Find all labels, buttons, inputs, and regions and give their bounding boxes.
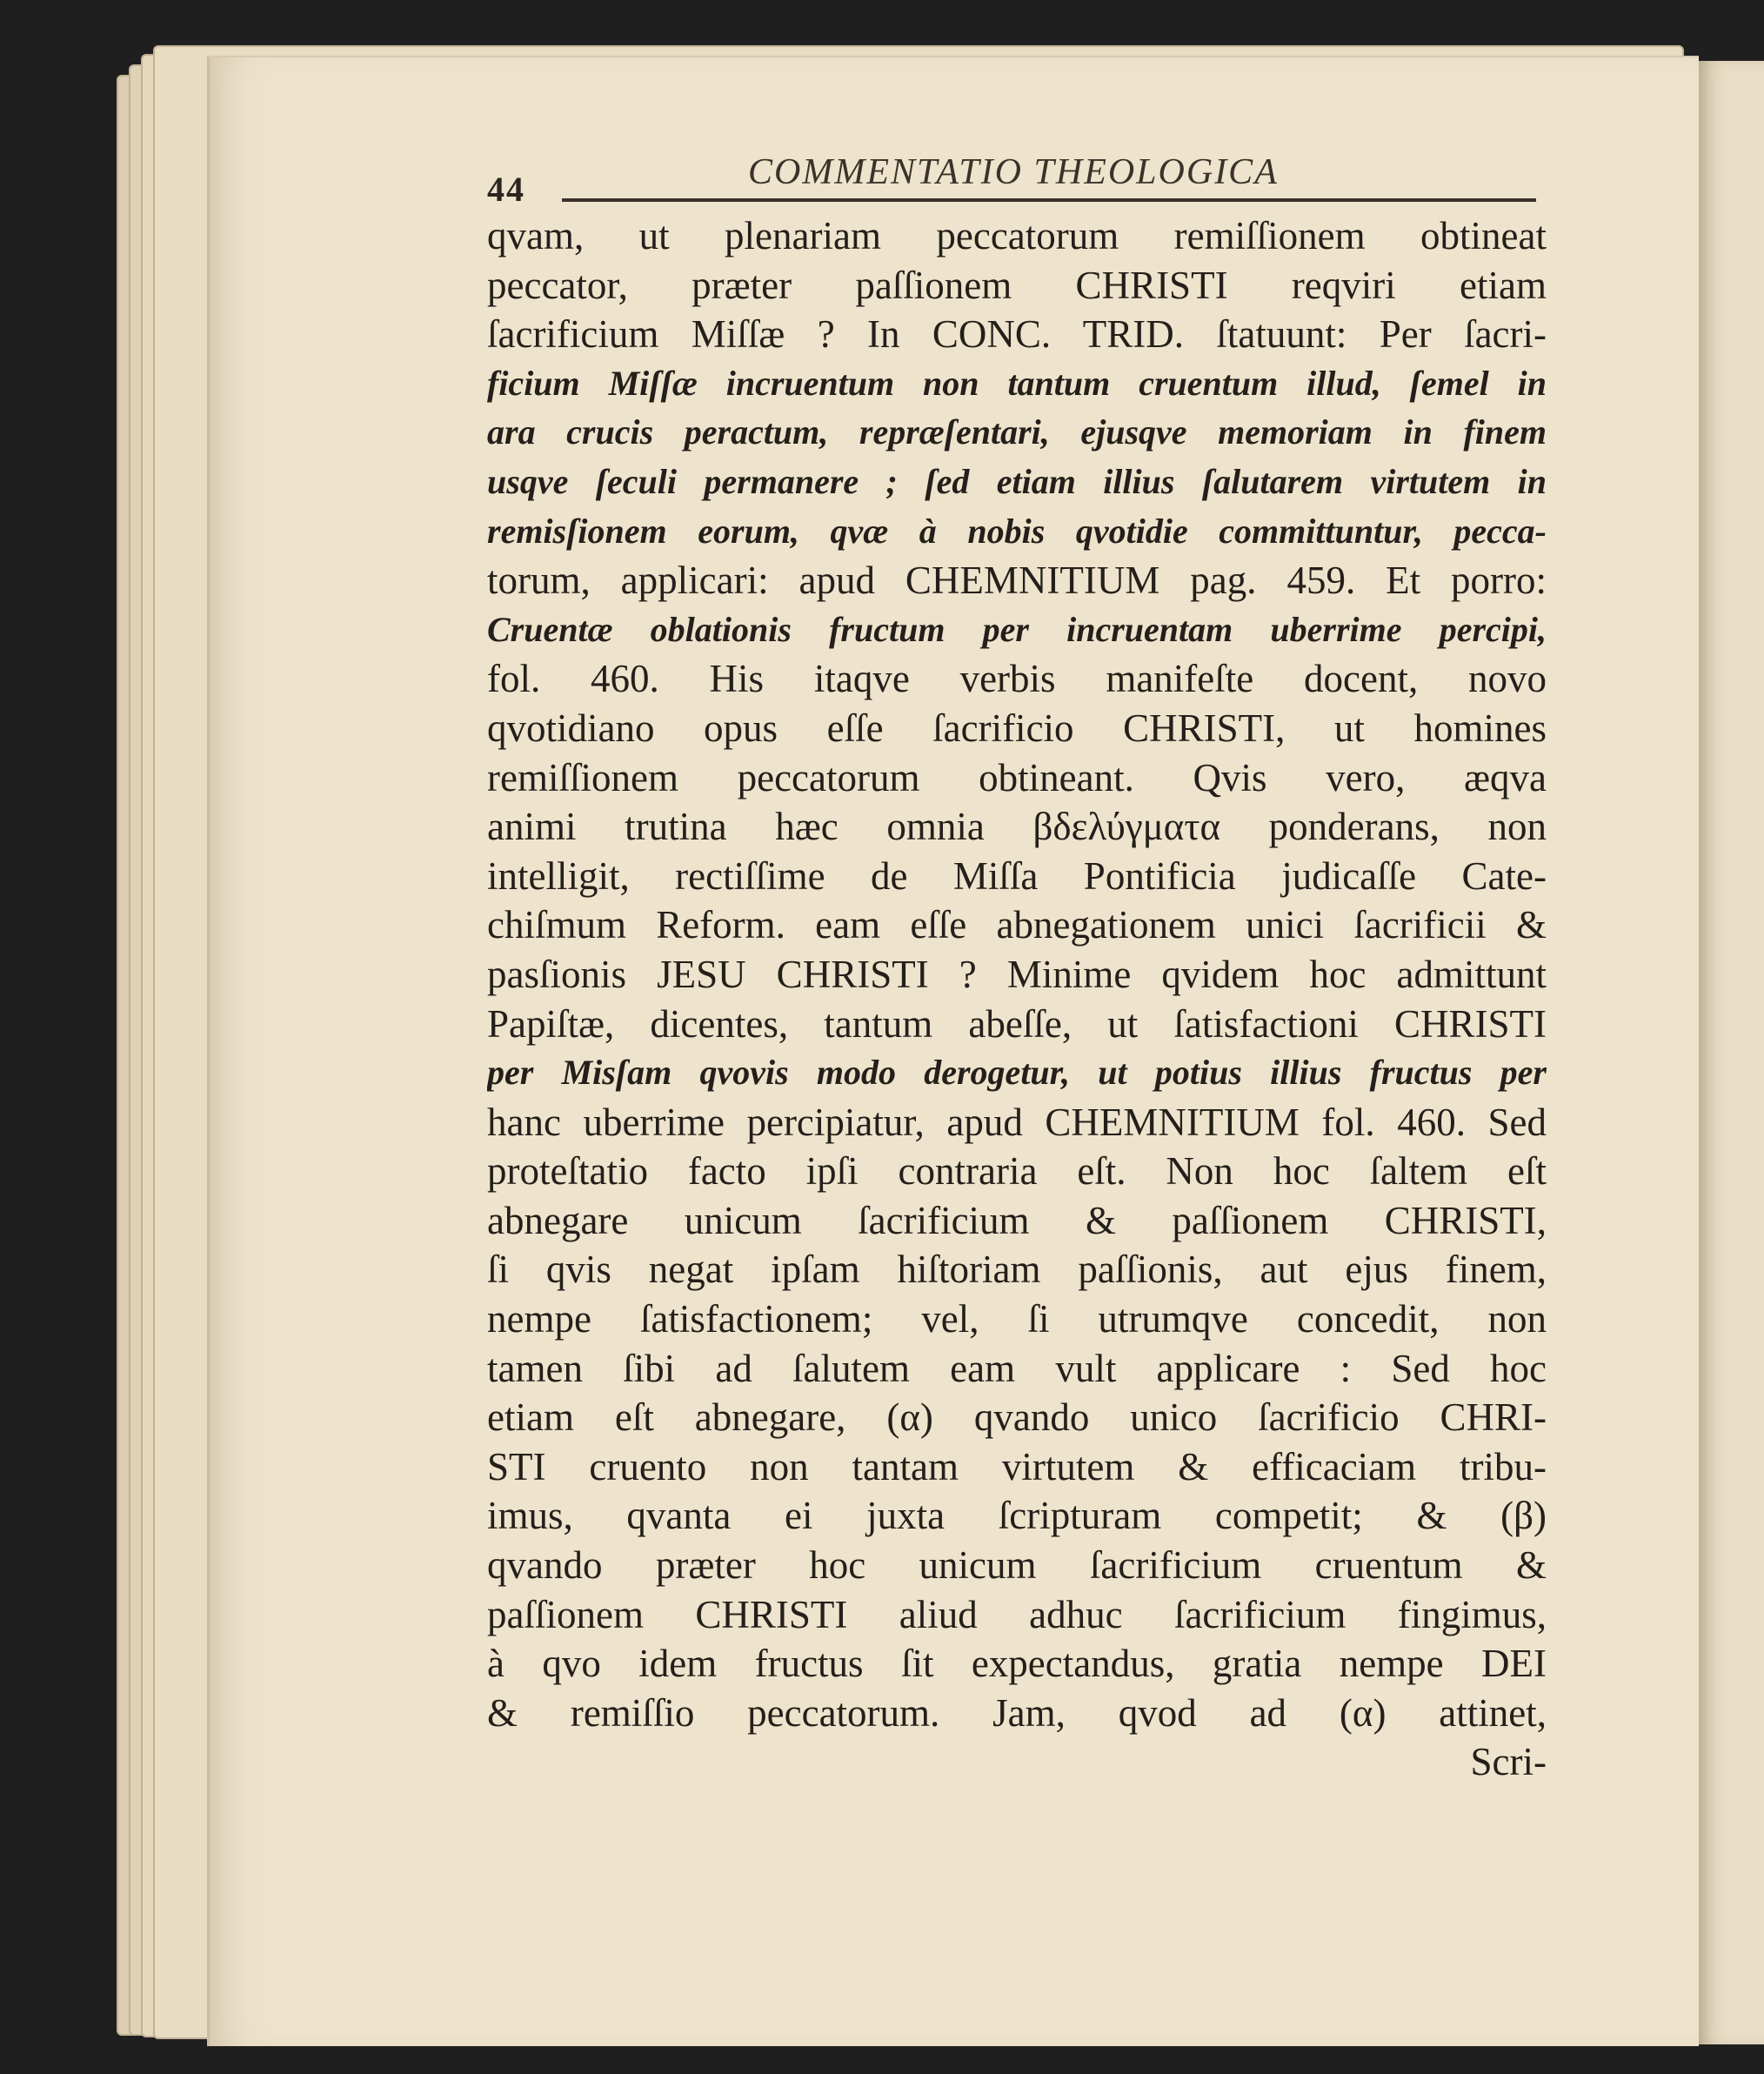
facing-page-edge [1694,61,1764,2044]
text-line: pasſionis JESU CHRISTI ? Minime qvidem hoc admittunt [487,952,1547,996]
text-line: peccator, præter paſſionem CHRISTI reqviri etiam [487,263,1547,307]
text-line: qvam, ut plenariam peccatorum remiſſionem obtineat [487,214,1547,258]
text-line: abnegare unicum ſacrificium & paſſionem CHRISTI, [487,1198,1547,1242]
text-line: torum, applicari: apud CHEMNITIUM pag. 459. Et porro: [487,559,1547,603]
text-line: remisſionem eorum, qvæ à nobis qvotidie committuntur, pecca- [487,511,1547,551]
running-head: COMMENTATIO THEOLOGICA [748,152,1279,192]
body-text [487,211,1547,1787]
text-line: qvotidiano opus eſſe ſacrificio CHRISTI, ut homines [487,706,1547,750]
text-line: tamen ſibi ad ſalutem eam vult applicare : Sed hoc [487,1346,1547,1390]
text-line: STI cruento non tantam virtutem & efficaciam tribu- [487,1444,1547,1489]
text-line: hanc uberrime percipiatur, apud CHEMNITIUM fol. 460. Sed [487,1100,1547,1144]
catchword: Scri- [1470,1740,1547,1784]
text-line: animi trutina hæc omnia βδελύγματα ponderans, non [487,805,1547,849]
text-line: chiſmum Reform. eam eſſe abnegationem unici ſacrificii & [487,903,1547,947]
text-line: usqve ſeculi permanere ; ſed etiam illius ſalutarem virtutem in [487,461,1547,501]
text-line: ara crucis peractum, repræſentari, ejusqve memoriam in finem [487,412,1547,452]
text-line: remiſſionem peccatorum obtineant. Qvis vero, æqva [487,755,1547,799]
text-line: ſacrificium Miſſæ ? In CONC. TRID. ſtatuunt: Per ſacri- [487,312,1547,357]
header-rule [562,198,1536,202]
text-line: paſſionem CHRISTI aliud adhuc ſacrificium fingimus, [487,1592,1547,1636]
text-line: intelligit, rectiſſime de Miſſa Pontificia judicaſſe Cate- [487,853,1547,898]
text-line: ficium Miſſæ incruentum non tantum cruentum illud, ſemel in [487,363,1547,403]
text-line: Papiſtæ, dicentes, tantum abeſſe, ut ſatisfactioni CHRISTI [487,1001,1547,1046]
text-line: nempe ſatisfactionem; vel, ſi utrumqve concedit, non [487,1297,1547,1341]
text-line: qvando præter hoc unicum ſacrificium cruentum & [487,1543,1547,1588]
text-line: & remiſſio peccatorum. Jam, qvod ad (α) attinet, [487,1690,1547,1735]
text-line: à qvo idem fructus ſit expectandus, gratia nempe DEI [487,1642,1547,1686]
page-number: 44 [487,170,525,209]
text-line: per Misſam qvovis modo derogetur, ut potius illius fructus per [487,1053,1547,1093]
text-line: imus, qvanta ei juxta ſcripturam competit; & (β) [487,1494,1547,1538]
text-line: proteſtatio facto ipſi contraria eſt. Non hoc ſaltem eſt [487,1149,1547,1194]
text-line: Cruentæ oblationis fructum per incruentam uberrime percipi, [487,609,1547,649]
text-line: ſi qvis negat ipſam hiſtoriam paſſionis, aut ejus finem, [487,1248,1547,1292]
page-header [487,144,1531,209]
text-line: fol. 460. His itaqve verbis manifeſte docent, novo [487,657,1547,701]
text-line: etiam eſt abnegare, (α) qvando unico ſacrificio CHRI- [487,1395,1547,1440]
